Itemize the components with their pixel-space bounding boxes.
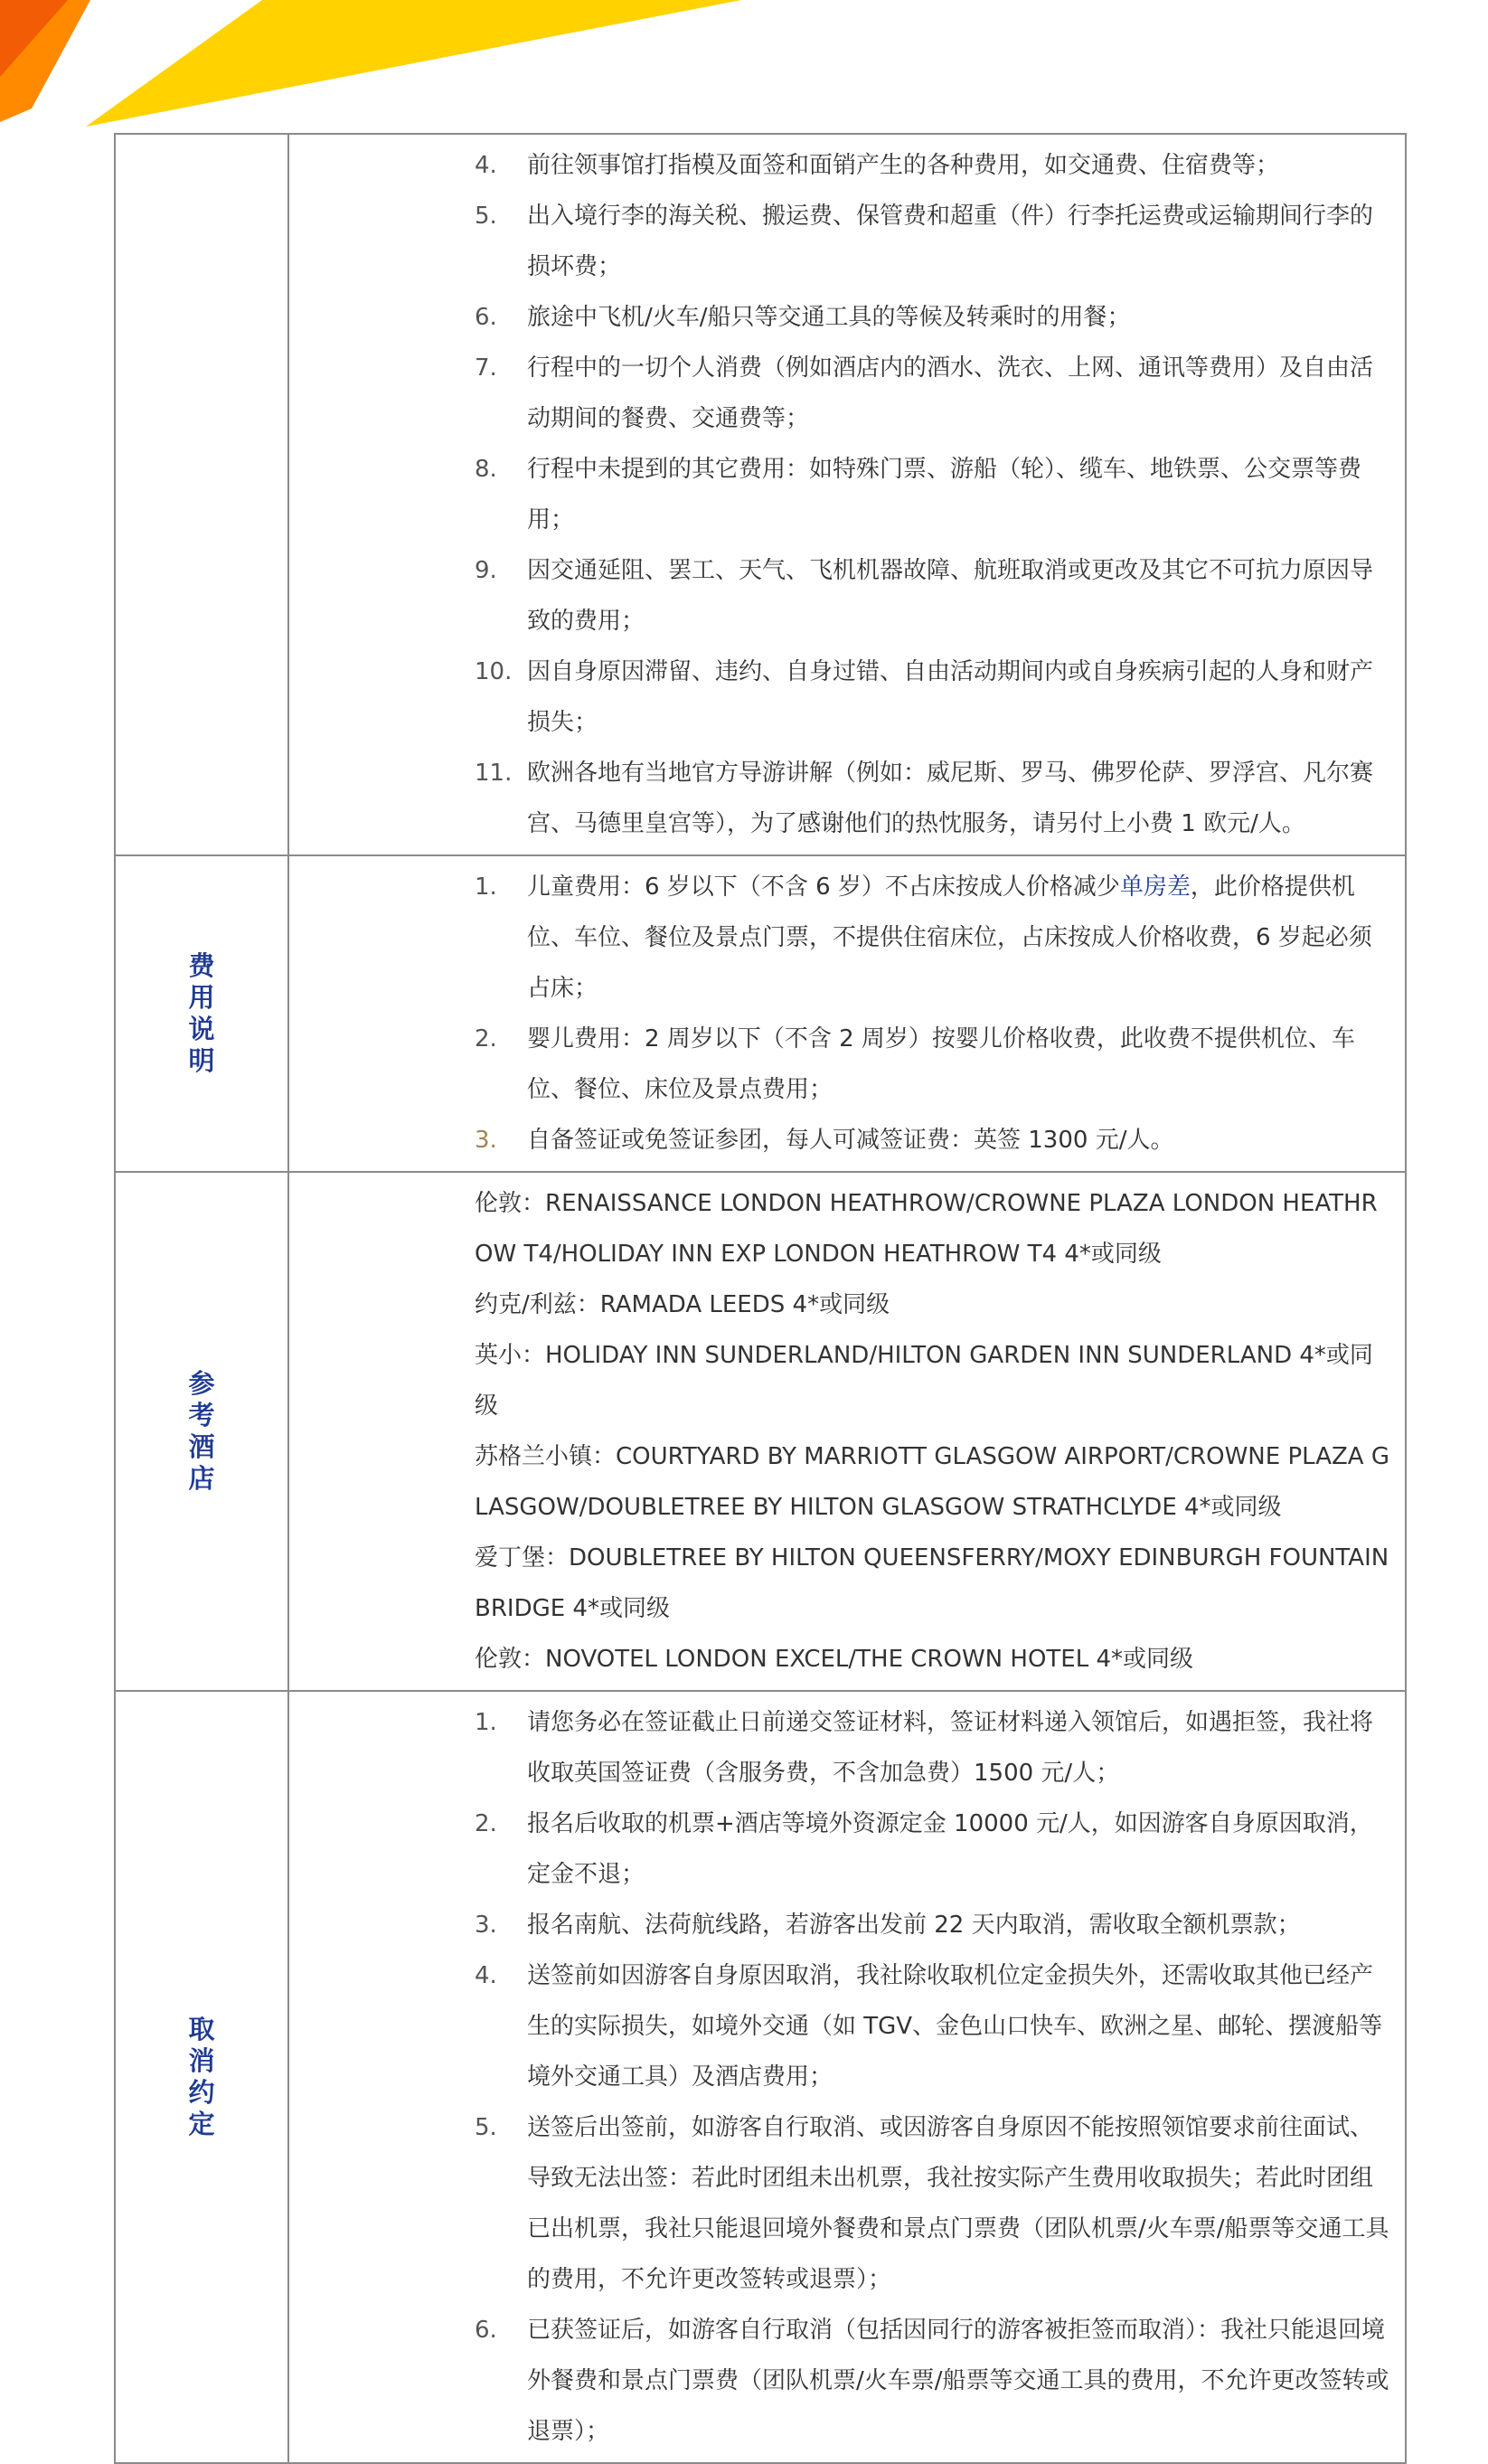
hotels-row xyxy=(115,1172,1406,1691)
list-item xyxy=(475,1798,1392,1900)
item-text: 已获签证后，如游客自行取消（包括因同行的游客被拒签而取消）：我社只能退回境外餐费和景点门票费（团队机票/火车票/船票等交通工具的费用，不允许更改签转或退票）； xyxy=(527,2317,1389,2445)
list-item xyxy=(475,1900,1392,1950)
list-item xyxy=(475,1950,1392,2102)
section-label: 参考酒店 xyxy=(188,1368,215,1494)
cancellation-label-cell xyxy=(115,1691,288,2463)
list-item xyxy=(475,748,1392,849)
fee-notes-row xyxy=(115,855,1406,1172)
item-number: 2. xyxy=(475,1025,497,1053)
cancellation-row xyxy=(115,1691,1406,2463)
item-text: 前往领事馆打指模及面签和面销产生的各种费用，如交通费、住宿费等； xyxy=(527,152,1280,179)
item-text: 婴儿费用：2 周岁以下（不含 2 周岁）按婴儿价格收费，此收费不提供机位、车位、餐位、床位及景点费用； xyxy=(527,1025,1355,1103)
item-number: 4. xyxy=(475,152,497,179)
item-text: ，此价格提供机位、车位、餐位及景点门票，不提供住宿床位，占床按成人价格收费，6 岁起必须占床； xyxy=(527,873,1372,1002)
hotel-line: 伦敦：RENAISSANCE LONDON HEATHROW/CROWNE PLAZA LONDON HEATHROW T4/HOLIDAY INN EXP LONDON HEATHROW T4 4*或同级 xyxy=(475,1190,1378,1268)
item-number: 6. xyxy=(475,2317,497,2344)
item-text: 送签后出签前，如游客自行取消、或因游客自身原因不能按照领馆要求前往面试、导致无法出签：若此时团组未出机票，我社按实际产生费用收取损失；若此时团组已出机票，我社只能退回境外餐费和景点门票费（团队机票/火车票/船票等交通工具的费用，不允许更改签转或退票）； xyxy=(527,2114,1389,2293)
item-number: 7. xyxy=(475,354,497,382)
excluded-content xyxy=(288,134,1406,855)
item-text: 儿童费用：6 岁以下（不含 6 岁）不占床按成人价格减少 xyxy=(527,873,1120,901)
item-number: 3. xyxy=(475,1912,497,1939)
item-text: 欧洲各地有当地官方导游讲解（例如：威尼斯、罗马、佛罗伦萨、罗浮宫、凡尔赛宫、马德里皇宫等），为了感谢他们的热忱服务，请另付上小费 1 欧元/人。 xyxy=(527,760,1374,837)
list-item xyxy=(475,343,1392,444)
item-number: 5. xyxy=(475,2114,497,2141)
item-text: 因自身原因滞留、违约、自身过错、自由活动期间内或自身疾病引起的人身和财产损失； xyxy=(527,658,1374,736)
orange-stripe xyxy=(0,0,90,122)
section-label: 取消约定 xyxy=(188,2014,215,2139)
excluded-costs-row xyxy=(115,134,1406,855)
hotel-line: 约克/利兹：RAMADA LEEDS 4*或同级 xyxy=(475,1291,890,1318)
list-item xyxy=(475,2305,1392,2457)
section-label: 费用说明 xyxy=(188,950,215,1076)
list-item xyxy=(475,1014,1392,1115)
item-number: 5. xyxy=(475,203,497,230)
excluded-list xyxy=(475,140,1392,849)
hotels-label-cell xyxy=(115,1172,288,1691)
item-text: 行程中的一切个人消费（例如酒店内的酒水、洗衣、上网、通讯等费用）及自由活动期间的餐费、交通费等； xyxy=(527,354,1374,432)
list-item xyxy=(475,292,1392,343)
hotel-line: 伦敦：NOVOTEL LONDON EXCEL/THE CROWN HOTEL 4*或同级 xyxy=(475,1646,1194,1673)
fee-notes-content xyxy=(288,855,1406,1172)
item-text: 报名南航、法荷航线路，若游客出发前 22 天内取消，需收取全额机票款； xyxy=(527,1912,1301,1939)
list-item xyxy=(475,191,1392,292)
hotel-line: 苏格兰小镇：COURTYARD BY MARRIOTT GLASGOW AIRPORT/CROWNE PLAZA GLASGOW/DOUBLETREE BY HILTON GLASGOW STRATHCLYDE 4*或同级 xyxy=(475,1443,1389,1521)
item-number: 1. xyxy=(475,1709,497,1736)
list-item xyxy=(475,2102,1392,2305)
item-number: 8. xyxy=(475,456,497,483)
item-text: 送签前如因游客自身原因取消，我社除收取机位定金损失外，还需收取其他已经产生的实际损失，如境外交通（如 TGV、金色山口快车、欧洲之星、邮轮、摆渡船等境外交通工具）及酒店费用； xyxy=(527,1962,1383,2091)
item-text: 行程中未提到的其它费用：如特殊门票、游船（轮）、缆车、地铁票、公交票等费用； xyxy=(527,456,1362,533)
highlight-text: 单房差 xyxy=(1119,873,1191,901)
item-text: 因交通延阻、罢工、天气、飞机机器故障、航班取消或更改及其它不可抗力原因导致的费用； xyxy=(527,557,1374,635)
list-item xyxy=(475,647,1392,748)
item-number: 3. xyxy=(475,1127,497,1154)
list-item xyxy=(475,1697,1392,1798)
terms-table xyxy=(114,133,1407,2464)
cancellation-content xyxy=(288,1691,1406,2463)
item-number: 10. xyxy=(475,658,513,685)
item-number: 11. xyxy=(475,760,513,787)
item-text: 报名后收取的机票+酒店等境外资源定金 10000 元/人，如因游客自身原因取消，定金不退； xyxy=(527,1810,1373,1888)
red-orange-triangle xyxy=(0,0,68,77)
item-text: 请您务必在签证截止日前递交签证材料，签证材料递入领馆后，如遇拒签，我社将收取英国签证费（含服务费，不含加急费）1500 元/人； xyxy=(527,1709,1374,1787)
fee-notes-label-cell xyxy=(115,855,288,1172)
excluded-label-cell xyxy=(115,134,288,855)
item-number: 1. xyxy=(475,873,497,901)
item-text: 旅途中飞机/火车/船只等交通工具的等候及转乘时的用餐； xyxy=(527,304,1131,331)
hotel-line: 英小：HOLIDAY INN SUNDERLAND/HILTON GARDEN INN SUNDERLAND 4*或同级 xyxy=(475,1342,1373,1420)
list-item xyxy=(475,545,1392,647)
item-number: 9. xyxy=(475,557,497,584)
list-item xyxy=(475,444,1392,545)
hotels-content xyxy=(288,1172,1406,1691)
list-item xyxy=(475,1115,1392,1166)
yellow-stripe xyxy=(86,0,741,127)
list-item xyxy=(475,862,1392,1014)
hotel-line: 爱丁堡：DOUBLETREE BY HILTON QUEENSFERRY/MOXY EDINBURGH FOUNTAINBRIDGE 4*或同级 xyxy=(475,1544,1389,1622)
corner-decoration xyxy=(0,0,1488,127)
item-number: 2. xyxy=(475,1810,497,1837)
item-text: 自备签证或免签证参团，每人可减签证费：英签 1300 元/人。 xyxy=(527,1127,1174,1154)
item-number: 4. xyxy=(475,1962,497,1989)
list-item xyxy=(475,140,1392,191)
item-number: 6. xyxy=(475,304,497,331)
item-text: 出入境行李的海关税、搬运费、保管费和超重（件）行李托运费或运输期间行李的损坏费； xyxy=(527,203,1374,280)
